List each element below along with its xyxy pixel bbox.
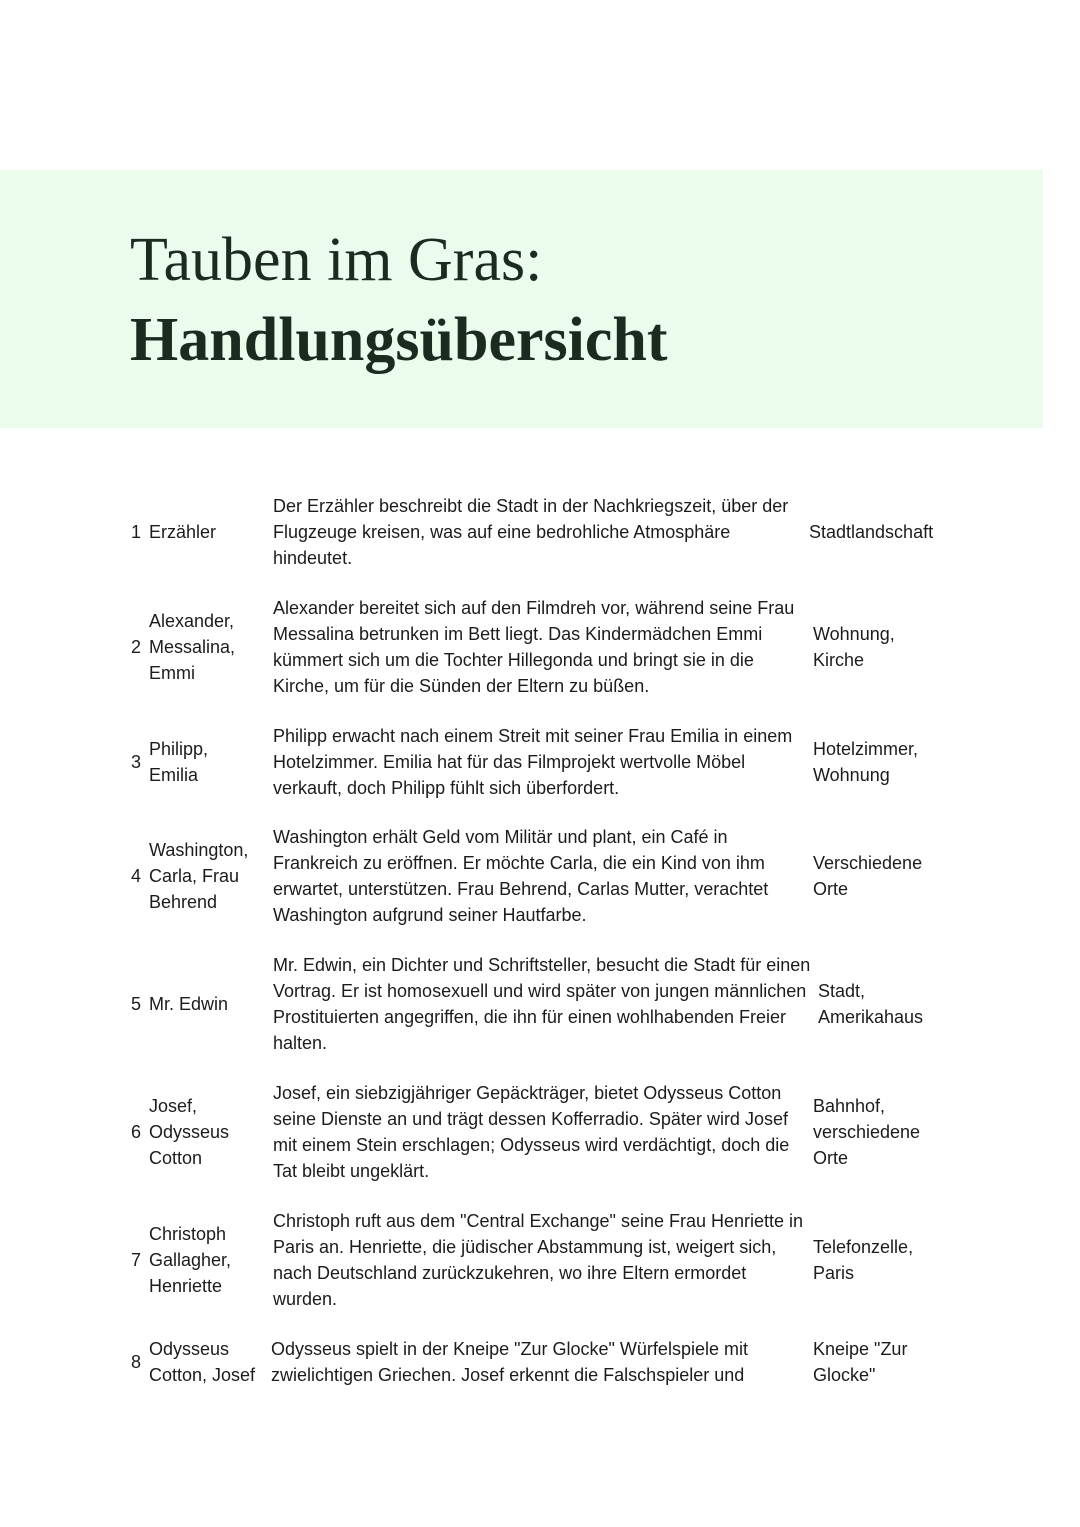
row-characters: Erzähler [149,522,217,542]
row-number: 1 [131,522,142,542]
table-row [0,1335,1080,1389]
row-description: Josef, ein siebzigjähriger Gepäckträger, bietet Odysseus Cotton seine Dienste an und trägt dessen Kofferradio. Später wird Josef mit einem Stein erschlagen; Odysseus wird verdächtigt, doch die Tat bleibt ungeklärt. [273,1083,790,1181]
row-description: Alexander bereitet sich auf den Filmdreh vor, während seine Frau Messalina betrunken im Bett liegt. Das Kindermädchen Emmi kümmert sich um die Tochter Hillegonda und bringt sie in die Kirche, um für die Sünden der Eltern zu büßen. [273,598,795,696]
row-number: 3 [131,752,142,772]
row-number: 8 [131,1352,142,1372]
page-subtitle: Handlungsübersicht [130,306,668,374]
row-place: Wohnung, Kirche [813,624,895,670]
row-number: 7 [131,1250,142,1270]
row-description: Der Erzähler beschreibt die Stadt in der Nachkriegszeit, über der Flugzeuge kreisen, was auf eine bedrohliche Atmosphäre hindeutet. [273,496,789,568]
row-description: Philipp erwacht nach einem Streit mit seiner Frau Emilia in einem Hotelzimmer. Emilia hat für das Filmprojekt wertvolle Möbel verkauft, doch Philipp fühlt sich überfordert. [273,726,793,798]
row-description: Washington erhält Geld vom Militär und plant, ein Café in Frankreich zu eröffnen. Er möchte Carla, die ein Kind von ihm erwartet, unterstützen. Frau Behrend, Carlas Mutter, verachtet Washington aufgrund seiner Hautfarbe. [273,827,769,925]
row-description: Odysseus spielt in der Kneipe "Zur Glocke" Würfelspiele mit zwielichtigen Griechen. Josef erkennt die Falschspieler und [271,1339,748,1385]
row-place: Stadtlandschaft [809,522,934,542]
row-characters: Odysseus Cotton, Josef [149,1339,256,1385]
table-row [0,594,1080,700]
title-banner [0,170,1043,428]
row-characters: Alexander, Messalina, Emmi [149,611,236,683]
row-characters: Mr. Edwin [149,994,229,1014]
row-characters: Philipp, Emilia [149,739,209,785]
row-number: 4 [131,866,142,886]
row-place: Hotelzimmer, Wohnung [813,739,919,785]
row-characters: Washington, Carla, Frau Behrend [149,840,249,912]
page-title: Tauben im Gras: [130,226,543,294]
row-characters: Christoph Gallagher, Henriette [149,1224,232,1296]
table-row [0,951,1080,1057]
row-place: Bahnhof, verschiedene Orte [813,1096,921,1168]
row-characters: Josef, Odysseus Cotton [149,1096,230,1168]
table-row [0,1079,1080,1185]
row-description: Christoph ruft aus dem "Central Exchange" seine Frau Henriette in Paris an. Henriette, die jüdischer Abstammung ist, weigert sich, nach Deutschland zurückzukehren, wo ihre Eltern ermordet wurden. [273,1211,804,1309]
row-number: 5 [131,994,142,1014]
row-description: Mr. Edwin, ein Dichter und Schriftsteller, besucht die Stadt für einen Vortrag. Er ist homosexuell und wird später von jungen männlichen Prostituierten angegriffen, die ihn für einen wohlhabenden Freier halten. [273,955,811,1053]
table-row [0,492,1080,572]
row-place: Stadt, Amerikahaus [818,981,924,1027]
table-row [0,823,1080,929]
table-row [0,1207,1080,1313]
row-place: Verschiedene Orte [813,853,923,899]
row-place: Kneipe "Zur Glocke" [813,1339,908,1385]
table-row [0,722,1080,802]
row-number: 6 [131,1122,142,1142]
row-place: Telefonzelle, Paris [813,1237,914,1283]
row-number: 2 [131,637,142,657]
